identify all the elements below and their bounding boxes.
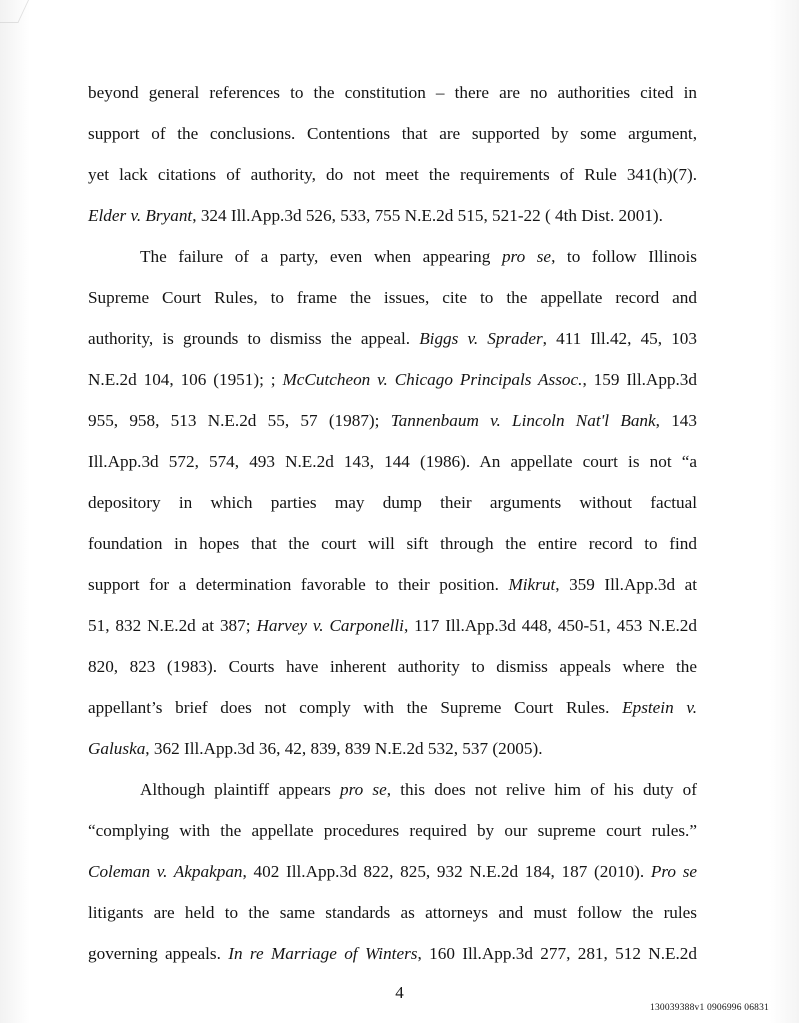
case-citation: Tannenbaum v. Lincoln Nat'l Bank (390, 411, 656, 430)
body-line (88, 236, 697, 277)
body-text-segment: support of the conclusions. Contentions that are supported by some argument, (88, 124, 697, 143)
body-text-segment: appellant’s brief does not comply with the Supreme Court Rules. (88, 698, 623, 717)
body-text-segment: , 359 Ill.App.3d at (555, 575, 697, 594)
body-line (88, 892, 697, 933)
body-line (88, 359, 697, 400)
body-line (88, 687, 697, 728)
case-citation: McCutcheon v. Chicago Principals Assoc. (282, 370, 583, 389)
body-text-segment: , 362 Ill.App.3d 36, 42, 839, 839 N.E.2d 532, 537 (2005). (145, 739, 543, 758)
body-line (88, 400, 697, 441)
body-line (88, 851, 697, 892)
body-line (88, 72, 697, 113)
body-line (88, 277, 697, 318)
body-text-segment: depository in which parties may dump their arguments without factual (88, 493, 697, 512)
body-text (88, 72, 697, 974)
body-line (88, 318, 697, 359)
body-text-segment: , this does not relive him of his duty of (386, 780, 697, 799)
body-line (88, 154, 697, 195)
case-citation: Pro se (650, 862, 698, 881)
body-line (88, 523, 697, 564)
body-line (88, 605, 697, 646)
body-text-segment: 955, 958, 513 N.E.2d 55, 57 (1987); (88, 411, 391, 430)
page-number: 4 (395, 983, 404, 1002)
case-citation: Galuska (88, 739, 146, 758)
body-text-segment: yet lack citations of authority, do not meet the requirements of Rule 341(h)(7). (88, 165, 697, 184)
case-citation: Harvey v. Carponelli (256, 616, 404, 635)
body-line (88, 769, 697, 810)
body-line (88, 441, 697, 482)
body-line (88, 482, 697, 523)
case-citation: Mikrut (508, 575, 556, 594)
body-text-segment: , to follow Illinois (551, 247, 697, 266)
body-text-segment: Although plaintiff appears (140, 780, 340, 799)
case-citation: In re Marriage of Winters (228, 944, 418, 963)
body-text-segment: , 411 Ill.42, 45, 103 (542, 329, 697, 348)
body-line (88, 933, 697, 974)
body-text-segment: litigants are held to the same standards as attorneys and must follow the rules (88, 903, 697, 922)
case-citation: Elder v. Bryant (88, 206, 193, 225)
case-citation: Biggs v. Sprader (419, 329, 543, 348)
document-id: 130039388v1 0906996 06831 (650, 1003, 769, 1013)
body-text-segment: authority, is grounds to dismiss the appeal. (88, 329, 420, 348)
body-text-segment: “complying with the appellate procedures required by our supreme court rules.” (88, 821, 697, 840)
body-text-segment: 51, 832 N.E.2d at 387; (88, 616, 257, 635)
body-line (88, 646, 697, 687)
page-corner-mark (0, 0, 29, 23)
case-citation: pro se (340, 780, 387, 799)
case-citation: pro se (501, 247, 552, 266)
body-text-segment: , 143 (655, 411, 697, 430)
case-citation: Coleman v. Akpakpan (88, 862, 243, 881)
body-text-segment: 820, 823 (1983). Courts have inherent authority to dismiss appeals where the (88, 657, 697, 676)
body-text-segment: , 402 Ill.App.3d 822, 825, 932 N.E.2d 184, 187 (2010). (242, 862, 651, 881)
body-text-segment: Ill.App.3d 572, 574, 493 N.E.2d 143, 144 (1986). An appellate court is not “a (88, 452, 697, 471)
body-line (88, 564, 697, 605)
body-text-segment: N.E.2d 104, 106 (1951); ; (88, 370, 283, 389)
body-text-segment: , 160 Ill.App.3d 277, 281, 512 N.E.2d (417, 944, 697, 963)
body-text-segment: , 117 Ill.App.3d 448, 450-51, 453 N.E.2d (403, 616, 697, 635)
body-line (88, 113, 697, 154)
body-text-segment: beyond general references to the constitution – there are no authorities cited in (88, 83, 697, 102)
body-text-segment: , 159 Ill.App.3d (582, 370, 697, 389)
case-citation: Epstein v. (622, 698, 698, 717)
body-text-segment: support for a determination favorable to their position. (88, 575, 509, 594)
body-text-segment: Supreme Court Rules, to frame the issues, cite to the appellate record and (88, 288, 697, 307)
body-line (88, 810, 697, 851)
body-text-segment: The failure of a party, even when appearing (140, 247, 502, 266)
body-text-segment: foundation in hopes that the court will sift through the entire record to find (88, 534, 697, 553)
body-text-segment: , 324 Ill.App.3d 526, 533, 755 N.E.2d 515, 521-22 ( 4th Dist. 2001). (192, 206, 663, 225)
body-text-segment: governing appeals. (88, 944, 229, 963)
body-line (88, 728, 697, 769)
body-line (88, 195, 697, 236)
